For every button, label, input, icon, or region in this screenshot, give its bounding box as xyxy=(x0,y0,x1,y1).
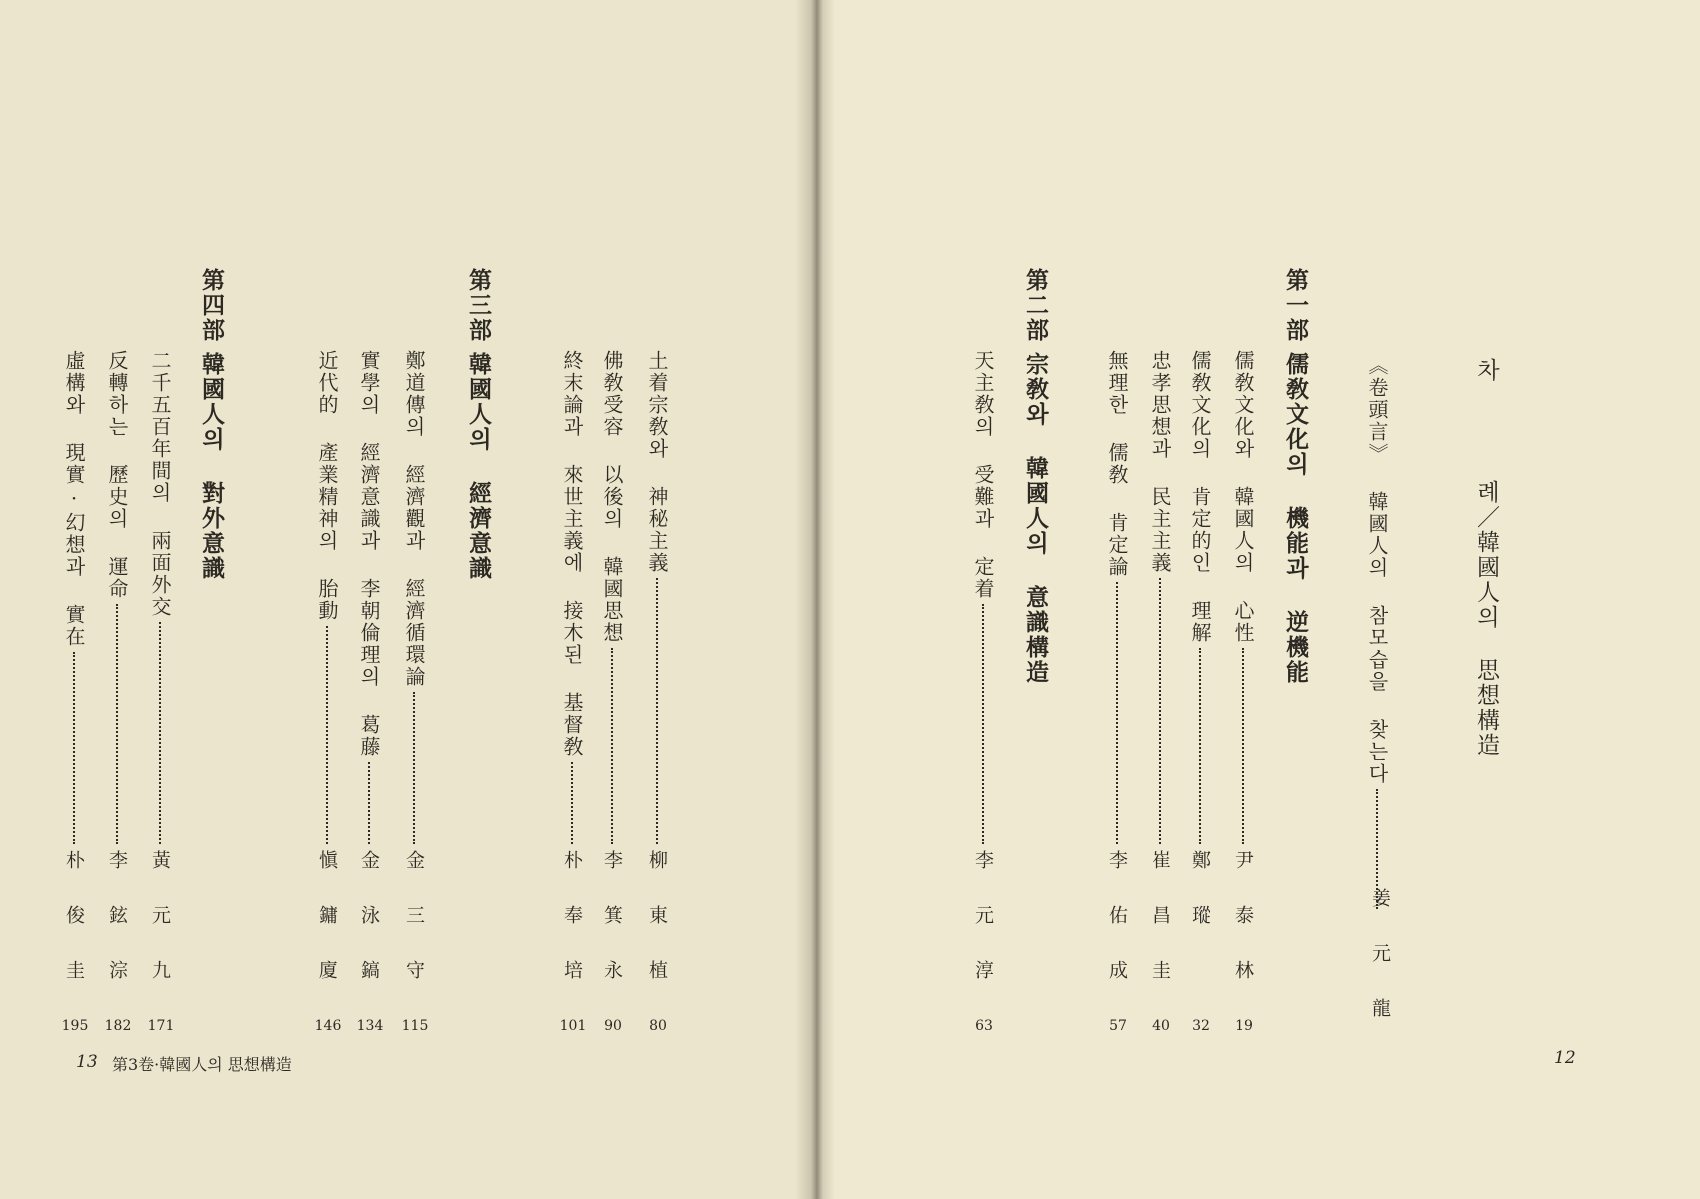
entry-author: 崔昌圭 xyxy=(1149,850,1171,1015)
entry-title: 儒敎文化의 肯定的인 理解 xyxy=(1188,350,1212,644)
entry-author: 朴俊圭 xyxy=(63,850,85,1015)
entry-author: 愼鏞廈 xyxy=(316,850,338,1015)
entry-author: 李箕永 xyxy=(601,850,623,1015)
entry-title: 土着宗敎와 神秘主義 xyxy=(645,350,669,574)
entry-title: 忠孝思想과 民主主義 xyxy=(1148,350,1172,574)
entry-title: 終末論과 來世主義에 接木된 基督敎 xyxy=(560,350,584,758)
toc-entry xyxy=(404,350,424,850)
entry-title: 無理한 儒敎 肯定論 xyxy=(1105,350,1129,578)
part-title: 儒敎文化의 機能과 逆機能 xyxy=(1282,352,1309,685)
part1-title xyxy=(1284,352,1307,685)
dot-leader xyxy=(1116,582,1118,844)
toc-entry xyxy=(562,350,582,850)
entry-author: 李鉉淙 xyxy=(106,850,128,1015)
entry-author: 黃元九 xyxy=(149,850,171,1015)
page-ref: 182 xyxy=(104,1018,132,1034)
dot-leader xyxy=(326,626,328,844)
page-ref: 115 xyxy=(401,1018,429,1034)
page-ref: 171 xyxy=(147,1018,175,1034)
toc-entry xyxy=(107,350,127,850)
toc-entry xyxy=(150,350,170,850)
entry-author: 李元淳 xyxy=(972,850,994,1015)
entry-author: 朴奉培 xyxy=(561,850,583,1015)
toc-entry xyxy=(647,350,667,850)
preface-title: 《卷頭言》 韓國人의 참모습을 찾는다 xyxy=(1365,355,1389,785)
entry-title: 虛構와 現實·幻想과 實在 xyxy=(62,350,86,648)
running-head: 第3卷·韓國人의 思想構造 xyxy=(112,1055,292,1074)
dot-leader xyxy=(1242,648,1244,844)
entry-author: 金三守 xyxy=(403,850,425,1015)
part2-label xyxy=(1024,268,1047,343)
entry-title: 反轉하는 歷史의 運命 xyxy=(105,350,129,600)
preface-entry xyxy=(1367,355,1387,915)
entry-author: 柳東植 xyxy=(646,850,668,1015)
dot-leader xyxy=(611,648,613,844)
entry-title: 佛敎受容 以後의 韓國思想 xyxy=(600,350,624,644)
dot-leader xyxy=(982,604,984,844)
entry-author: 李佑成 xyxy=(1106,850,1128,1015)
entry-author: 尹泰林 xyxy=(1232,850,1254,1015)
entry-title: 鄭道傳의 經濟觀과 經濟循環論 xyxy=(402,350,426,688)
entry-title: 近代的 產業精神의 胎動 xyxy=(315,350,339,622)
toc-entry xyxy=(1107,350,1127,850)
toc-title-top xyxy=(1474,358,1497,383)
part-title: 韓國人의 經濟意識 xyxy=(465,352,492,581)
page-ref: 146 xyxy=(314,1018,342,1034)
entry-title: 實學의 經濟意識과 李朝倫理의 葛藤 xyxy=(357,350,381,758)
toc-title-text: 례／韓國人의 思想構造 xyxy=(1473,480,1499,758)
dot-leader xyxy=(368,762,370,844)
toc-entry xyxy=(1150,350,1170,850)
dot-leader xyxy=(1199,648,1201,844)
part4-label xyxy=(200,268,223,343)
part-label: 第一部 xyxy=(1282,268,1309,343)
part1-label xyxy=(1284,268,1307,343)
dot-leader xyxy=(656,578,658,844)
entry-author: 金泳鎬 xyxy=(358,850,380,1015)
page-number-right: 12 xyxy=(1554,1048,1576,1068)
part-label: 第二部 xyxy=(1022,268,1049,343)
part-title: 宗敎와 韓國人의 意識構造 xyxy=(1022,352,1049,685)
part-label: 第四部 xyxy=(198,268,225,343)
toc-entry xyxy=(317,350,337,850)
part-title: 韓國人의 對外意識 xyxy=(198,352,225,581)
page-ref: 19 xyxy=(1235,1018,1253,1034)
toc-entry xyxy=(602,350,622,850)
part4-title xyxy=(200,352,223,581)
dot-leader xyxy=(116,604,118,844)
part2-title xyxy=(1024,352,1047,685)
toc-entry xyxy=(1233,350,1253,850)
book-gutter xyxy=(795,0,835,1199)
page-ref: 40 xyxy=(1152,1018,1170,1034)
part3-label xyxy=(467,268,490,343)
page-number-left: 13 xyxy=(76,1052,98,1072)
dot-leader xyxy=(159,622,161,844)
dot-leader xyxy=(1159,578,1161,844)
page-ref: 101 xyxy=(559,1018,587,1034)
entry-title: 二千五百年間의 兩面外交 xyxy=(148,350,172,618)
right-page xyxy=(822,0,1700,1199)
toc-entry xyxy=(359,350,379,850)
dot-leader xyxy=(73,652,75,844)
dot-leader xyxy=(571,762,573,844)
toc-entry xyxy=(1190,350,1210,850)
toc-title xyxy=(1474,480,1497,758)
page-ref: 63 xyxy=(975,1018,993,1034)
part-label: 第三部 xyxy=(465,268,492,343)
page-ref: 195 xyxy=(61,1018,89,1034)
entry-author: 鄭瑽 xyxy=(1189,850,1211,960)
page-ref: 57 xyxy=(1109,1018,1127,1034)
part3-title xyxy=(467,352,490,581)
preface-author: 姜元龍 xyxy=(1369,888,1391,1053)
page-ref: 134 xyxy=(356,1018,384,1034)
toc-entry xyxy=(64,350,84,850)
page-ref: 80 xyxy=(649,1018,667,1034)
toc-entry xyxy=(973,350,993,850)
page-ref: 90 xyxy=(604,1018,622,1034)
toc-title-char: 차 xyxy=(1473,358,1499,383)
entry-title: 儒敎文化와 韓國人의 心性 xyxy=(1231,350,1255,644)
page-ref: 32 xyxy=(1192,1018,1210,1034)
entry-title: 天主敎의 受難과 定着 xyxy=(971,350,995,600)
dot-leader xyxy=(413,692,415,844)
